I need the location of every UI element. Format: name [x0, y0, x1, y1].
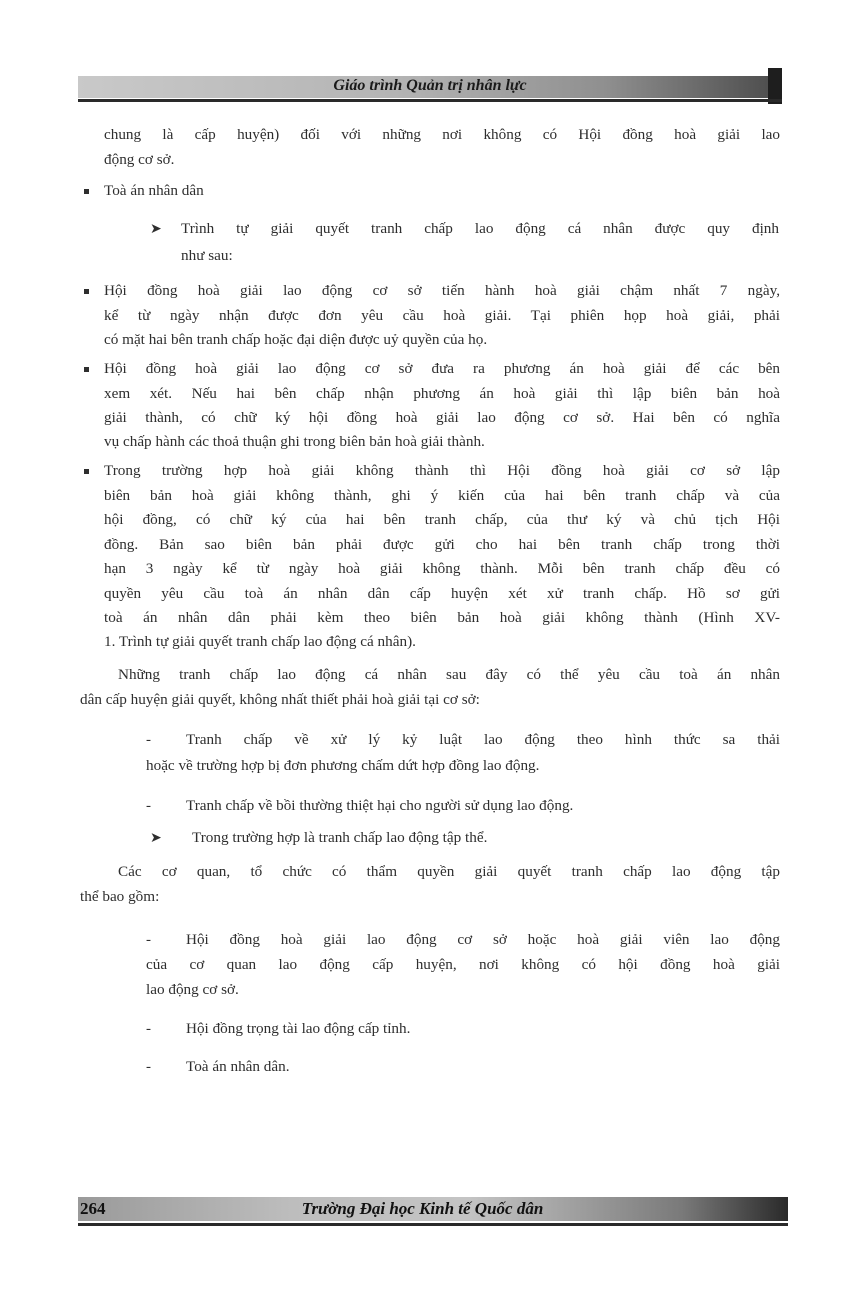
bullet-marker — [84, 469, 89, 474]
text-line: Toà án nhân dân. — [186, 1058, 290, 1075]
text-line: giải thành, có chữ ký hội đồng hoà giải lao động cơ sở. Hai bên có nghĩa — [104, 409, 780, 426]
dash-marker: - — [146, 732, 151, 748]
text-line: xem xét. Nếu hai bên chấp nhận phương án hoà giải thì lập biên bản hoà — [104, 385, 780, 402]
text-line: Tranh chấp về bồi thường thiệt hại cho người sử dụng lao động. — [186, 797, 574, 814]
text-line: thể bao gồm: — [80, 888, 160, 905]
text-line: toà án nhân dân phải kèm theo biên bản hoà giải không thành (Hình XV- — [104, 609, 780, 626]
dash-marker: - — [146, 932, 151, 948]
bullet-marker — [84, 289, 89, 294]
arrow-bullet-icon: ➤ — [150, 221, 162, 237]
text-line: Hội đồng hoà giải lao động cơ sở hoặc hoà giải viên lao động — [186, 931, 780, 948]
footer-rule — [78, 1223, 788, 1226]
bullet-marker — [84, 189, 89, 194]
text-line: Tranh chấp về xử lý kỷ luật lao động theo hình thức sa thải — [186, 731, 780, 748]
text-line: Hội đồng hoà giải lao động cơ sở đưa ra phương án hoà giải để các bên — [104, 360, 780, 377]
text-line: có mặt hai bên tranh chấp hoặc đại diện được uỷ quyền của họ. — [104, 331, 488, 348]
text-line: vụ chấp hành các thoả thuận ghi trong biên bản hoà giải thành. — [104, 433, 485, 450]
page-number: 264 — [80, 1199, 106, 1218]
text-line: hạn 3 ngày kể từ ngày hoà giải không thành. Mỗi bên tranh chấp đều có — [104, 560, 780, 577]
text-line: đồng. Bản sao biên bản phải được gửi cho hai bên tranh chấp trong thời — [104, 536, 780, 553]
text-line: như sau: — [181, 247, 233, 264]
text-line: hội đồng, có chữ ký của hai bên tranh chấp, của thư ký và chủ tịch Hội — [104, 511, 780, 528]
dash-marker: - — [146, 1059, 151, 1075]
arrow-bullet-icon: ➤ — [150, 830, 162, 846]
text-line: kể từ ngày nhận được đơn yêu cầu hoà giải. Tại phiên họp hoà giải, phải — [104, 307, 780, 324]
text-line: Những tranh chấp lao động cá nhân sau đây có thể yêu cầu toà án nhân — [118, 666, 780, 683]
text-line: Trong trường hợp hoà giải không thành thì Hội đồng hoà giải cơ sở lập — [104, 462, 780, 479]
header-title: Giáo trình Quản trị nhân lực — [333, 77, 527, 94]
text-line: Hội đồng trọng tài lao động cấp tỉnh. — [186, 1020, 411, 1037]
footer-title: Trường Đại học Kinh tế Quốc dân — [301, 1199, 544, 1218]
text-line: Trong trường hợp là tranh chấp lao động tập thể. — [192, 829, 488, 846]
text-line: lao động cơ sở. — [146, 981, 239, 998]
text-line: quyền yêu cầu toà án nhân dân cấp huyện xét xử tranh chấp. Hồ sơ gửi — [104, 585, 780, 602]
bullet-marker — [84, 367, 89, 372]
dash-marker: - — [146, 1021, 151, 1037]
header-rule — [78, 99, 782, 102]
text-line: 1. Trình tự giải quyết tranh chấp lao động cá nhân). — [104, 633, 416, 650]
text-line: Hội đồng hoà giải lao động cơ sở tiến hành hoà giải chậm nhất 7 ngày, — [104, 282, 780, 299]
text-line: chung là cấp huyện) đối với những nơi không có Hội đồng hoà giải lao — [104, 126, 780, 143]
running-header — [78, 76, 782, 98]
text-line: Các cơ quan, tổ chức có thẩm quyền giải quyết tranh chấp lao động tập — [118, 863, 780, 880]
text-line: của cơ quan lao động cấp huyện, nơi không có hội đồng hoà giải — [146, 956, 780, 973]
text-line: biên bản hoà giải không thành, ghi ý kiến của hai bên tranh chấp và của — [104, 487, 780, 504]
bullet-text: Toà án nhân dân — [104, 182, 204, 199]
text-line: hoặc về trường hợp bị đơn phương chấm dứt hợp đồng lao động. — [146, 757, 540, 774]
text-line: động cơ sở. — [104, 151, 175, 168]
dash-marker: - — [146, 798, 151, 814]
text-line: dân cấp huyện giải quyết, không nhất thiết phải hoà giải tại cơ sở: — [80, 691, 480, 708]
text-line: Trình tự giải quyết tranh chấp lao động cá nhân được quy định — [181, 220, 779, 237]
